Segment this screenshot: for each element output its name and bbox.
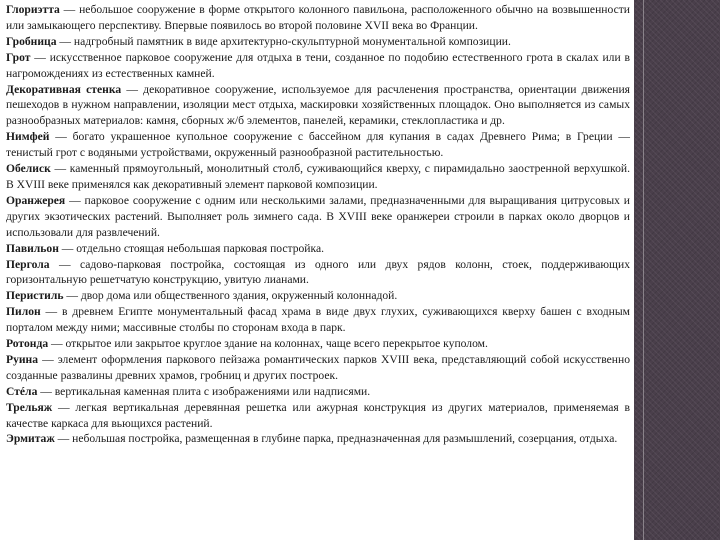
glossary-term: Перистиль	[6, 289, 64, 303]
glossary-definition: — двор дома или общественного здания, окруженный колоннадой.	[63, 289, 398, 303]
glossary-definition: — в древнем Египте монументальный фасад храма в виде двух глухих, суживающихся кверху башен с входным порталом между ними; массивные столбы по сторонам входа в парк.	[6, 305, 630, 335]
glossary-definition: — садово-парковая постройка, состоящая из одного или двух рядов колонн, стоек, поддерживающих горизонтальную решетчатую конструкцию, увитую лианами.	[6, 257, 630, 287]
glossary-entry	[6, 50, 630, 82]
glossary-definition: — легкая вертикальная деревянная решетка или ажурная конструкция из других материалов, применяемая в качестве каркаса для вьющихся растений.	[6, 400, 630, 430]
glossary-text	[6, 2, 630, 447]
glossary-term: Пилон	[6, 305, 41, 319]
glossary-entry	[6, 129, 630, 161]
glossary-definition: — открытое или закрытое круглое здание на колоннах, чаще всего перекрытое куполом.	[48, 337, 488, 351]
glossary-term: Ротонда	[6, 337, 49, 351]
glossary-definition: — элемент оформления паркового пейзажа романтических парков XVIII века, представляющий собой искусственно созданные развалины древних храмов, гробниц и других построек.	[6, 352, 630, 382]
glossary-definition: — парковое сооружение с одним или несколькими залами, предназначенными для выращивания цитрусовых и других экзотических растений. Выполняет роль зимнего сада. В XVIII веке оранжереи строили в парках около дворцов и использовали для развлечений.	[6, 193, 630, 239]
glossary-term: Пергола	[6, 257, 50, 271]
glossary-definition: — отдельно стоящая небольшая парковая постройка.	[58, 241, 325, 255]
glossary-term: Павильон	[6, 241, 59, 255]
glossary-entry	[6, 384, 630, 400]
glossary-definition: — искусственное парковое сооружение для отдыха в тени, созданное по подобию естественного грота в скалах или в нагромождениях из естественных камней.	[6, 50, 630, 80]
decorative-sidebar	[634, 0, 720, 540]
glossary-entry	[6, 288, 630, 304]
glossary-term: Трельяж	[6, 400, 53, 414]
glossary-definition: — вертикальная каменная плита с изображениями или надписями.	[37, 384, 371, 398]
glossary-entry	[6, 2, 630, 34]
glossary-entry	[6, 400, 630, 432]
glossary-definition: — декоративное сооружение, используемое для расчленения пространства, ориентации движения пешеходов в нужном направлении, изоляции мест отдыха, маскировки хозяйственных площадок. Оно выполняется из самых разнообразных материалов: камня, сборных ж/б элементов, панелей, керамики, стеклопластика и др.	[6, 82, 630, 128]
glossary-entry	[6, 352, 630, 384]
glossary-term: Обелиск	[6, 162, 51, 176]
glossary-entry	[6, 431, 630, 447]
glossary-term: Оранжерея	[6, 193, 66, 207]
sidebar-divider-line	[643, 0, 644, 540]
glossary-entry	[6, 241, 630, 257]
glossary-entry	[6, 257, 630, 289]
glossary-entry	[6, 304, 630, 336]
glossary-definition: — небольшая постройка, размещенная в глубине парка, предназначенная для размышлений, созерцания, отдыха.	[54, 432, 618, 446]
glossary-term: Руина	[6, 352, 39, 366]
glossary-term: Гробница	[6, 34, 57, 48]
glossary-entry	[6, 82, 630, 130]
glossary-term: Глориэтта	[6, 3, 60, 16]
glossary-term: Декоративная стенка	[6, 82, 122, 96]
glossary-definition: — каменный прямоугольный, монолитный столб, суживающийся кверху, с пирамидально заостренной верхушкой. В XVIII веке применялся как декоративный элемент парковой композиции.	[6, 162, 630, 191]
glossary-definition: — богато украшенное купольное сооружение с бассейном для купания в садах Древнего Рима; в Греции — тенистый грот с водяными устройствами, окруженный разнообразной растительностью.	[6, 130, 630, 160]
glossary-term: Грот	[6, 50, 31, 64]
glossary-entry	[6, 336, 630, 352]
glossary-entry	[6, 34, 630, 50]
glossary-definition: — небольшое сооружение в форме открытого колонного павильона, расположенного обычно на возвышенности или замыкающего перспективу. Впервые появилось во второй половине XVII века во Франции.	[6, 3, 630, 32]
glossary-term: Нимфей	[6, 130, 50, 144]
glossary-definition: — надгробный памятник в виде архитектурно-скульптурной монументальной композиции.	[56, 34, 511, 48]
glossary-term: Стéла	[6, 384, 38, 398]
glossary-entry	[6, 193, 630, 241]
glossary-term: Эрмитаж	[6, 432, 55, 446]
glossary-entry	[6, 161, 630, 193]
